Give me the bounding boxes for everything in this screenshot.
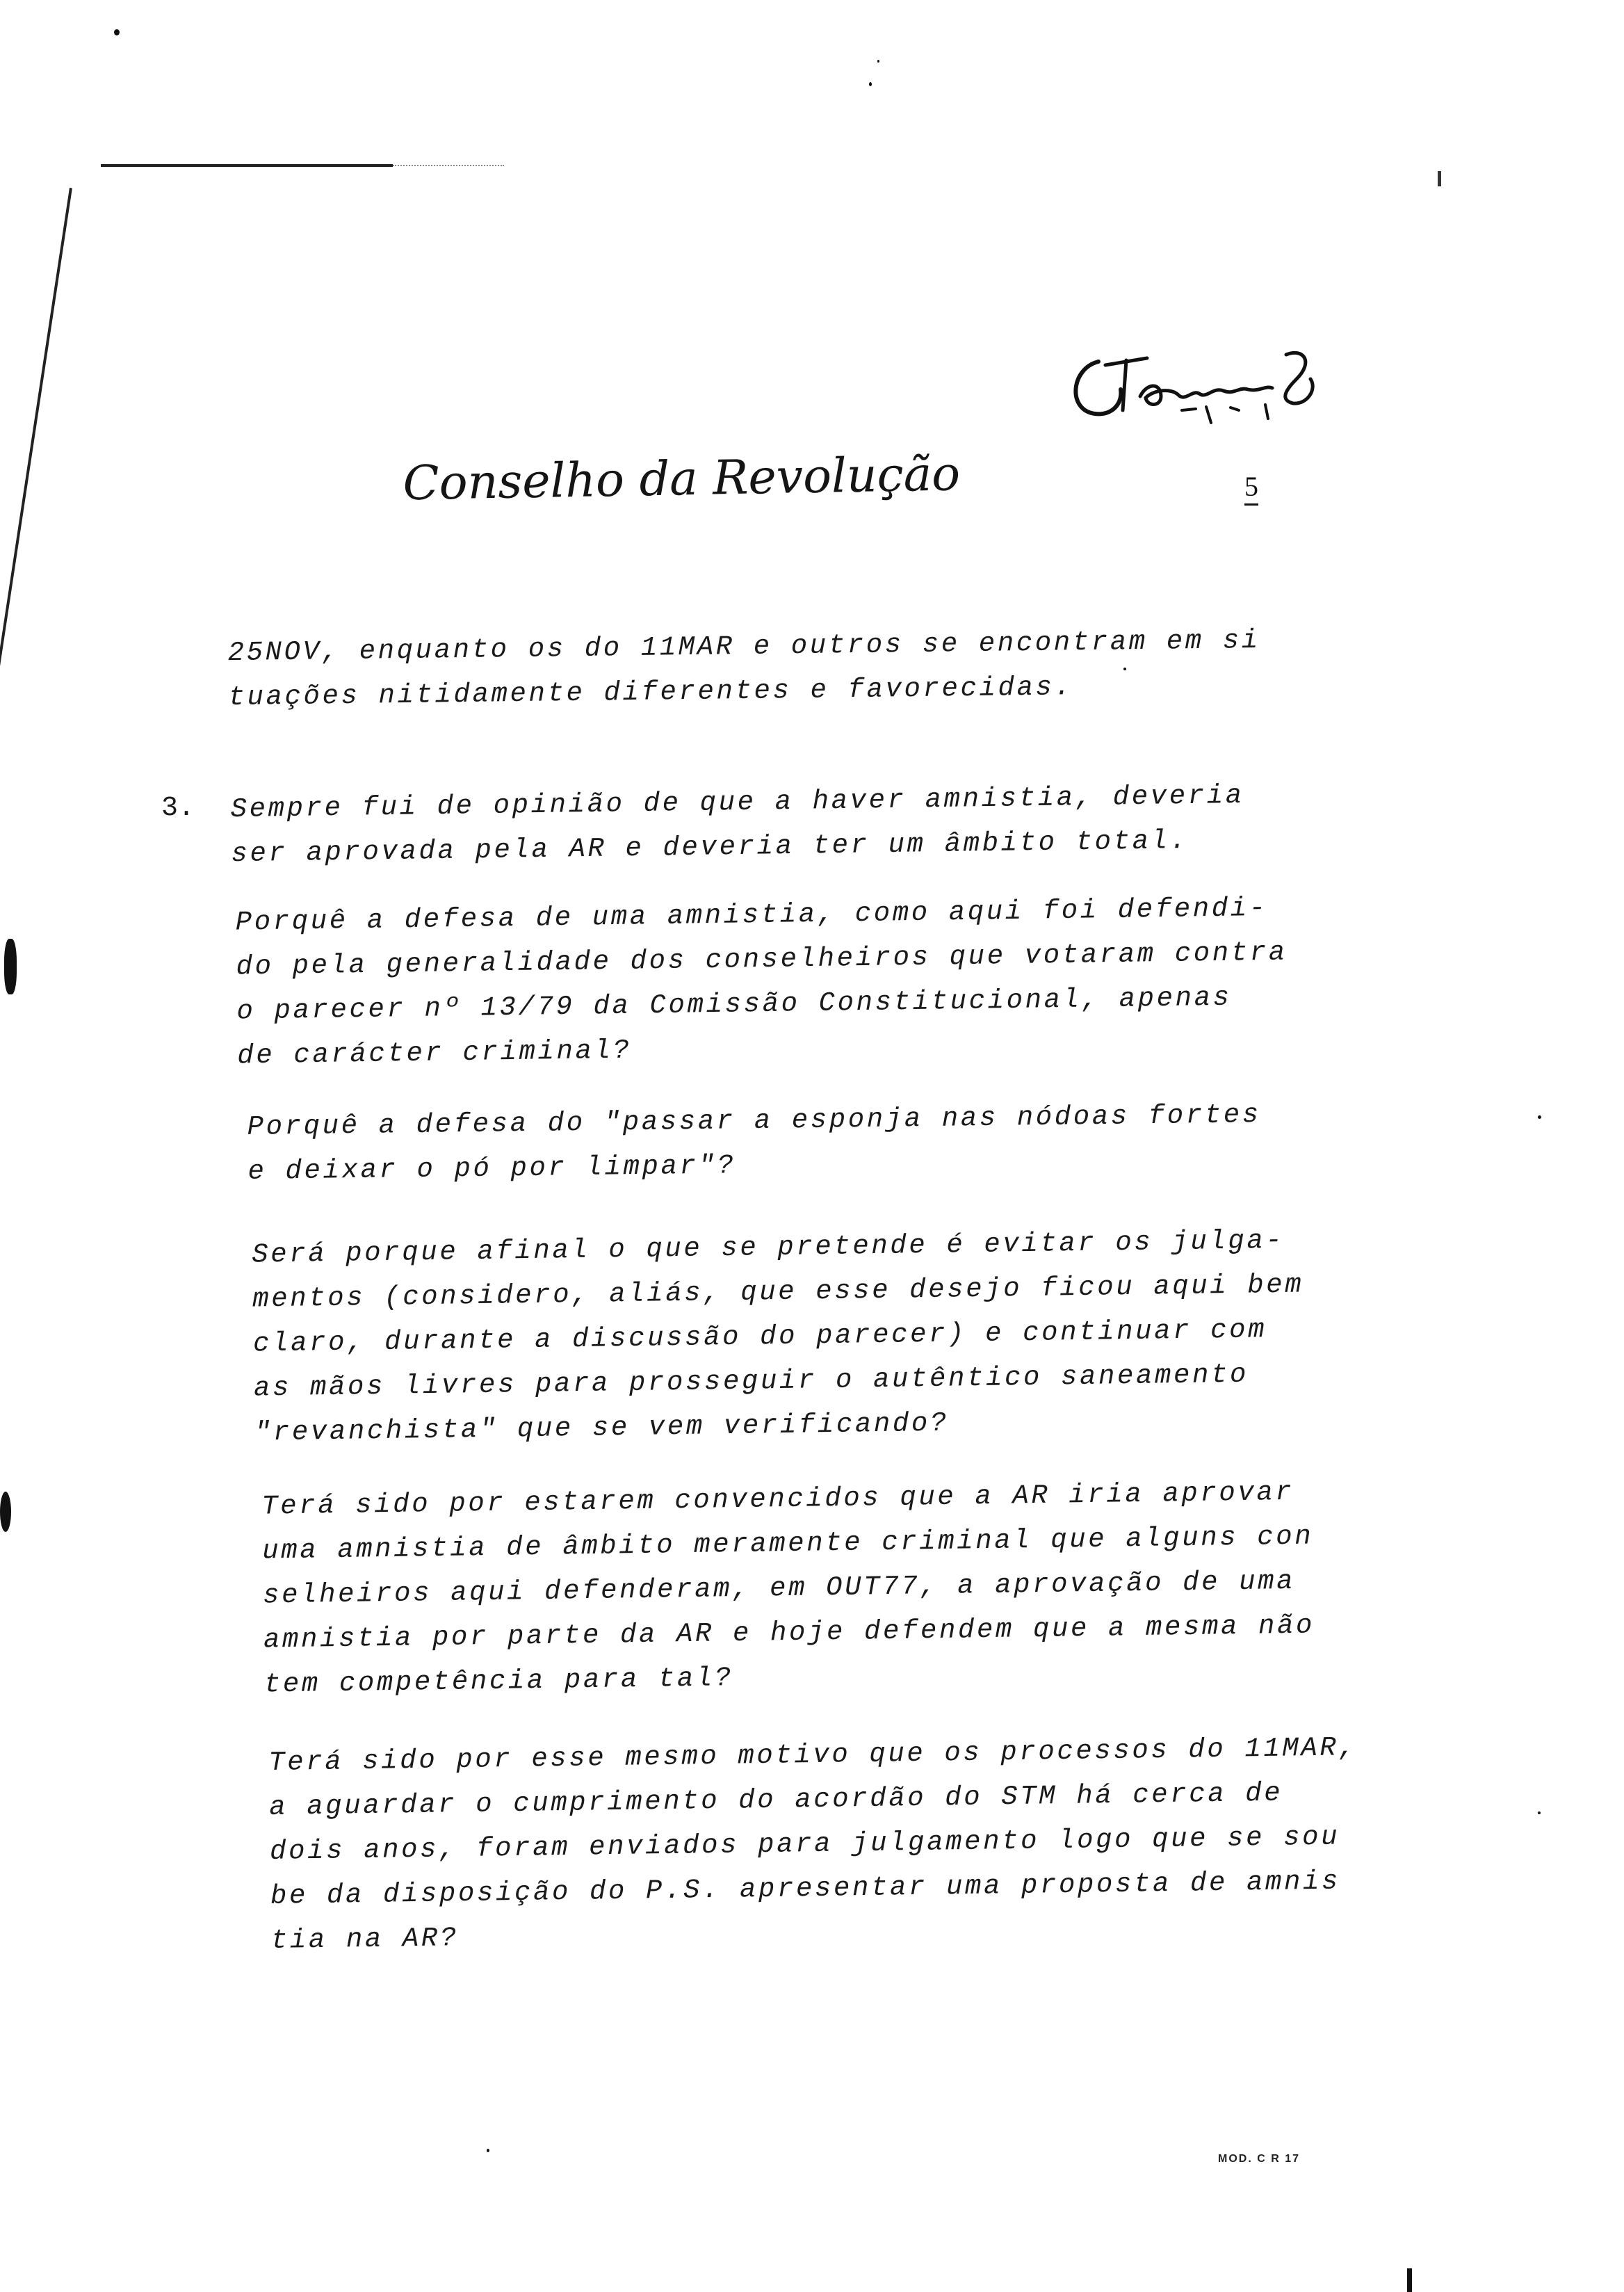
paragraph-porque-2 bbox=[247, 1092, 1262, 1194]
text-line: selheiros aqui defenderam, em OUT77, a aprovação de uma bbox=[262, 1565, 1296, 1611]
text-line: 25NOV, enquanto os do 11MAR e outros se encontram em si bbox=[227, 624, 1261, 669]
paragraph-item-3 bbox=[230, 773, 1245, 876]
paragraph-porque-1 bbox=[235, 885, 1289, 1078]
scan-speck bbox=[487, 2149, 489, 2152]
edge-mark bbox=[1407, 2268, 1412, 2292]
text-line: o parecer nº 13/79 da Comissão Constitucional, apenas bbox=[236, 982, 1232, 1027]
text-line: Sempre fui de opinião de que a haver amnistia, deveria bbox=[230, 780, 1245, 825]
form-code: MOD. C R 17 bbox=[1218, 2153, 1301, 2165]
paragraph-tera-2 bbox=[268, 1725, 1361, 1963]
scan-speck bbox=[1538, 1115, 1541, 1119]
text-line: de carácter criminal? bbox=[237, 1035, 632, 1072]
margin-smudge bbox=[4, 939, 17, 994]
top-rule-faint bbox=[393, 165, 504, 166]
text-line: do pela generalidade dos conselheiros que votaram contra bbox=[236, 937, 1288, 983]
page-number: 5 bbox=[1244, 473, 1258, 506]
text-line: mentos (considero, aliás, que esse desejo ficou aqui bem bbox=[252, 1269, 1304, 1315]
paragraph-tera-1 bbox=[261, 1469, 1316, 1706]
text-line: Terá sido por esse mesmo motivo que os processos do 11MAR, bbox=[268, 1732, 1358, 1778]
top-rule bbox=[101, 164, 393, 167]
letterhead-title: Conselho da Revolução bbox=[402, 446, 961, 512]
text-line: dois anos, foram enviados para julgamento logo que se sou bbox=[269, 1821, 1340, 1867]
punch-hole-mark bbox=[0, 1492, 11, 1532]
text-line: claro, durante a discussão do parecer) e continuar com bbox=[252, 1314, 1267, 1359]
text-line: "revanchista" que se vem verificando? bbox=[254, 1407, 950, 1448]
text-line: Será porque afinal o que se pretende é evitar os julga- bbox=[251, 1225, 1285, 1270]
text-line: Terá sido por estarem convencidos que a AR iria aprovar bbox=[261, 1476, 1294, 1522]
text-line: Porquê a defesa de uma amnistia, como aqui foi defendi- bbox=[235, 892, 1269, 938]
item-number: 3. bbox=[161, 793, 195, 824]
paragraph-sera bbox=[252, 1218, 1306, 1455]
text-line: tuações nitidamente diferentes e favorecidas. bbox=[228, 672, 1073, 713]
text-line: tem competência para tal? bbox=[263, 1663, 734, 1700]
scan-speck bbox=[877, 60, 879, 63]
paragraph-intro bbox=[227, 618, 1261, 720]
handwritten-signature bbox=[1057, 341, 1335, 438]
text-line: amnistia por parte da AR e hoje defendem que a mesma não bbox=[263, 1610, 1315, 1656]
text-line: ser aprovada pela AR e deveria ter um âmbito total. bbox=[231, 825, 1189, 870]
scan-speck bbox=[869, 82, 872, 86]
text-line: Porquê a defesa do "passar a esponja nas nódoas fortes bbox=[247, 1099, 1262, 1143]
text-line: e deixar o pó por limpar"? bbox=[247, 1150, 736, 1187]
text-line: uma amnistia de âmbito meramente criminal que alguns con bbox=[261, 1521, 1314, 1567]
scan-speck bbox=[1538, 1811, 1541, 1814]
scan-speck bbox=[114, 29, 120, 35]
text-line: be da disposição do P.S. apresentar uma proposta de amnis bbox=[270, 1866, 1341, 1912]
text-line: a aguardar o cumprimento do acordão do STM há cerca de bbox=[268, 1777, 1283, 1823]
text-line: as mãos livres para prosseguir o autêntico saneamento bbox=[253, 1359, 1249, 1404]
text-line: tia na AR? bbox=[270, 1923, 460, 1956]
corner-mark bbox=[1438, 171, 1441, 186]
